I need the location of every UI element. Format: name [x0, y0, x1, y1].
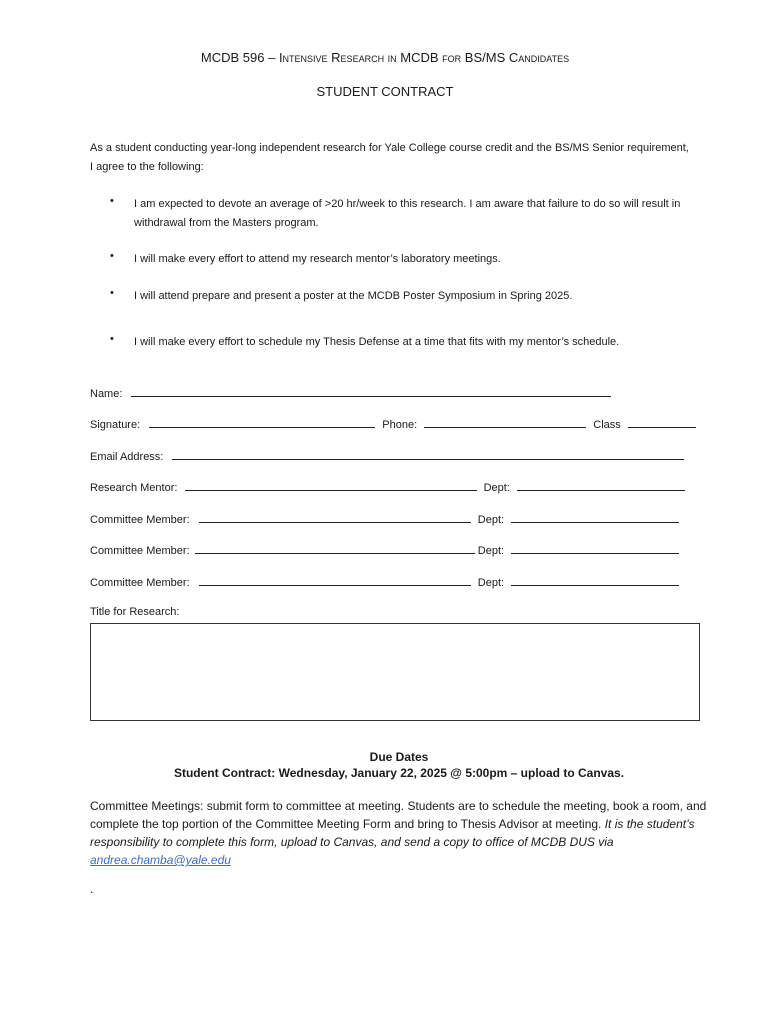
research-mentor-label: Research Mentor:: [90, 482, 178, 494]
bullet-icon: •: [110, 333, 114, 345]
committee-member-field[interactable]: [195, 543, 475, 554]
name-row: [90, 386, 611, 400]
bullet-text: I am expected to devote an average of >20 hr/week to this research. I am aware that failure to do so will result in withdrawal from the Masters program.: [134, 198, 681, 229]
dept-label: Dept:: [477, 545, 505, 557]
phone-label: Phone:: [382, 419, 418, 431]
dept-field[interactable]: [511, 575, 679, 586]
course-title: Intensive Research in MCDB for BS/MS Candidates: [278, 50, 570, 65]
research-mentor-field[interactable]: [185, 480, 477, 491]
committee-member-label: Committee Member:: [90, 514, 190, 526]
committee-meetings-text: Committee Meetings: submit form to committee at meeting. Students are to schedule the meeting, book a room, and complete the top portion of the Committee Meeting Form and bring to Thesis Advisor at meeting.: [90, 799, 707, 831]
phone-field[interactable]: [424, 417, 586, 428]
dept-label: Dept:: [477, 577, 505, 589]
committee-meetings-italic: It is the student’s responsibility to complete this form, upload to Canvas, and send a copy to office of MCDB DUS via: [90, 817, 695, 849]
course-code: MCDB 596 –: [200, 50, 279, 65]
committee-member-row: [90, 575, 679, 589]
signature-field[interactable]: [149, 417, 375, 428]
title-for-research-box[interactable]: [90, 623, 700, 721]
class-field[interactable]: [628, 417, 696, 428]
bullet-text: I will attend prepare and present a poster at the MCDB Poster Symposium in Spring 2025.: [134, 290, 573, 302]
committee-member-label: Committee Member:: [90, 577, 190, 589]
committee-member-row: [90, 543, 679, 557]
committee-member-label: Committee Member:: [90, 545, 190, 557]
document-subtitle: STUDENT CONTRACT: [316, 84, 454, 99]
dus-email-link[interactable]: andrea.chamba@yale.edu: [90, 853, 231, 867]
student-contract-due: Student Contract: Wednesday, January 22, 2025 @ 5:00pm – upload to Canvas.: [173, 766, 625, 780]
name-label: Name:: [90, 388, 123, 400]
committee-member-field[interactable]: [199, 575, 471, 586]
title-for-research-label: Title for Research:: [90, 606, 180, 618]
bullet-icon: •: [110, 195, 114, 207]
email-label: Email Address:: [90, 451, 164, 463]
committee-member-row: [90, 512, 679, 526]
signature-label: Signature:: [90, 419, 141, 431]
dept-field[interactable]: [511, 543, 679, 554]
dept-label: Dept:: [477, 514, 505, 526]
due-dates-heading: Due Dates: [369, 750, 429, 764]
signature-row: [90, 417, 696, 431]
document-title: [0, 50, 770, 65]
bullet-text: I will make every effort to schedule my Thesis Defense at a time that fits with my mentor’s schedule.: [134, 336, 620, 348]
intro-paragraph: As a student conducting year-long independent research for Yale College course credit and the BS/MS Senior requirement, I agree to the following:: [90, 142, 689, 173]
dept-label: Dept:: [483, 482, 510, 494]
email-field[interactable]: [172, 449, 684, 460]
trailing-period: .: [90, 882, 94, 896]
committee-meetings-paragraph: [90, 797, 710, 869]
class-label: Class: [593, 419, 621, 431]
bullet-icon: •: [110, 250, 114, 262]
research-mentor-row: [90, 480, 685, 494]
dept-field[interactable]: [517, 480, 685, 491]
email-row: [90, 449, 684, 463]
name-field[interactable]: [131, 386, 611, 397]
bullet-icon: •: [110, 287, 114, 299]
committee-member-field[interactable]: [199, 512, 471, 523]
bullet-text: I will make every effort to attend my research mentor’s laboratory meetings.: [134, 253, 501, 265]
dept-field[interactable]: [511, 512, 679, 523]
